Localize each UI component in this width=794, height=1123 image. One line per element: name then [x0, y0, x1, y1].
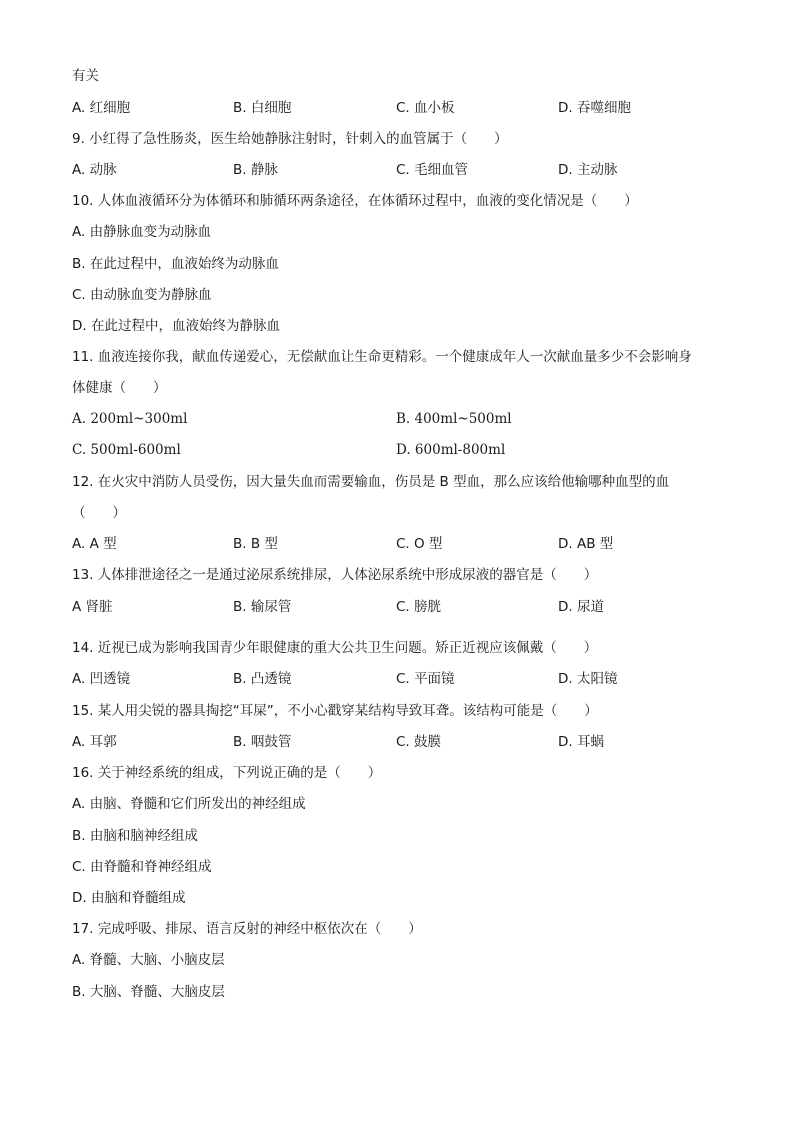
- q12-stem-line1: 12. 在火灾中消防人员受伤，因大量失血而需要输血，伤员是 B 型血，那么应该给他输哪种血型的血: [72, 474, 670, 490]
- q13-option-a: A 肾脏: [72, 599, 113, 615]
- q14-stem: 14. 近视已成为影响我国青少年眼健康的重大公共卫生问题。矫正近视应该佩戴（ ）: [72, 640, 598, 656]
- q17-option-b: B. 大脑、脊髓、大脑皮层: [72, 984, 225, 1000]
- q8-option-d: D. 吞噬细胞: [558, 100, 631, 116]
- q15-stem: 15. 某人用尖锐的器具掏挖“耳屎”，不小心戳穿某结构导致耳聋。该结构可能是（ ）: [72, 703, 598, 719]
- q12-option-a: A. A 型: [72, 536, 117, 552]
- q9-option-a: A. 动脉: [72, 162, 117, 178]
- q16-option-a: A. 由脑、脊髓和它们所发出的神经组成: [72, 796, 306, 812]
- q13-option-d: D. 尿道: [558, 599, 604, 615]
- q11-option-c: C. 500ml-600ml: [72, 442, 181, 458]
- q10-option-b: B. 在此过程中，血液始终为动脉血: [72, 256, 279, 272]
- q11-option-b: B. 400ml~500ml: [396, 411, 512, 427]
- q9-option-c: C. 毛细血管: [396, 162, 469, 178]
- q16-option-d: D. 由脑和脊髓组成: [72, 890, 186, 906]
- q9-option-b: B. 静脉: [233, 162, 278, 178]
- q12-option-b: B. B 型: [233, 536, 278, 552]
- q9-stem: 9. 小红得了急性肠炎，医生给她静脉注射时，针刺入的血管属于（ ）: [72, 131, 508, 147]
- q11-option-a: A. 200ml~300ml: [72, 411, 188, 427]
- q13-option-c: C. 膀胱: [396, 599, 442, 615]
- q15-option-a: A. 耳郭: [72, 734, 117, 750]
- q14-option-a: A. 凹透镜: [72, 671, 131, 687]
- q13-option-b: B. 输尿管: [233, 599, 292, 615]
- q8-option-a: A. 红细胞: [72, 100, 131, 116]
- q12-stem-line2: （ ）: [72, 505, 126, 521]
- q11-stem-line1: 11. 血液连接你我，献血传递爱心，无偿献血让生命更精彩。一个健康成年人一次献血量多少不会影响身: [72, 349, 692, 365]
- q12-option-d: D. AB 型: [558, 536, 614, 552]
- q14-option-c: C. 平面镜: [396, 671, 455, 687]
- q15-option-b: B. 咽鼓管: [233, 734, 292, 750]
- q10-option-d: D. 在此过程中，血液始终为静脉血: [72, 318, 280, 334]
- q13-stem: 13. 人体排泄途径之一是通过泌尿系统排尿，人体泌尿系统中形成尿液的器官是（ ）: [72, 567, 598, 583]
- q14-option-d: D. 太阳镜: [558, 671, 618, 687]
- q15-option-c: C. 鼓膜: [396, 734, 442, 750]
- q17-option-a: A. 脊髓、大脑、小脑皮层: [72, 952, 225, 968]
- q8-option-c: C. 血小板: [396, 100, 455, 116]
- q16-stem: 16. 关于神经系统的组成，下列说正确的是（ ）: [72, 765, 382, 781]
- q12-option-c: C. O 型: [396, 536, 443, 552]
- q17-stem: 17. 完成呼吸、排尿、语言反射的神经中枢依次在（ ）: [72, 921, 422, 937]
- q9-option-d: D. 主动脉: [558, 162, 618, 178]
- q10-stem: 10. 人体血液循环分为体循环和肺循环两条途径，在体循环过程中，血液的变化情况是（ ）: [72, 193, 638, 209]
- q15-option-d: D. 耳蜗: [558, 734, 604, 750]
- q10-option-c: C. 由动脉血变为静脉血: [72, 287, 212, 303]
- q16-option-c: C. 由脊髓和脊神经组成: [72, 859, 212, 875]
- q10-option-a: A. 由静脉血变为动脉血: [72, 224, 212, 240]
- q8-stem-tail: 有关: [72, 68, 99, 84]
- q11-option-d: D. 600ml-800ml: [396, 442, 506, 458]
- q8-option-b: B. 白细胞: [233, 100, 292, 116]
- q16-option-b: B. 由脑和脑神经组成: [72, 828, 198, 844]
- q14-option-b: B. 凸透镜: [233, 671, 292, 687]
- q11-stem-line2: 体健康（ ）: [72, 380, 167, 396]
